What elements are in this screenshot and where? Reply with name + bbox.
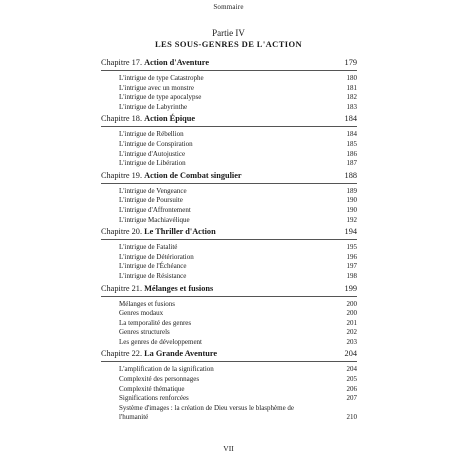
toc-entry-page-number: 210 (346, 413, 357, 422)
toc-entry-page-number: 192 (346, 215, 357, 224)
table-of-contents (101, 56, 357, 423)
toc-entry (101, 262, 357, 272)
toc-entry (101, 140, 357, 150)
chapter-page-number: 194 (344, 227, 357, 237)
toc-entry (101, 187, 357, 197)
part-label: Partie IV (212, 28, 245, 38)
toc-entry-page-number: 196 (346, 252, 357, 261)
toc-entry-page-number: 203 (346, 337, 357, 346)
toc-entry-page-number: 205 (346, 375, 357, 384)
toc-entry (101, 206, 357, 216)
toc-entry-page-number: 181 (346, 83, 357, 92)
toc-entry-label: L'intrigue d'Autojustice (119, 149, 186, 158)
chapter-number: Chapitre 21. (101, 283, 143, 293)
chapter-label (101, 227, 216, 236)
toc-entry-page-number: 200 (346, 309, 357, 318)
toc-entry-label: L'amplification de la signification (119, 365, 214, 374)
toc-entry (101, 130, 357, 140)
toc-entry (101, 216, 357, 226)
toc-entry-label: L'intrigue de Labyrinthe (119, 102, 188, 111)
toc-entry-label: L'intrigue de Vengeance (119, 186, 187, 195)
toc-entry (101, 300, 357, 310)
chapter-heading (101, 349, 357, 362)
toc-entry-page-number: 186 (346, 149, 357, 158)
chapter-number: Chapitre 17. (101, 58, 143, 67)
toc-entry (101, 394, 357, 404)
toc-entry-label: L'intrigue de type apocalypse (119, 93, 202, 102)
chapter-label (101, 114, 195, 123)
toc-entry (101, 159, 357, 169)
toc-entry-page-number: 185 (346, 139, 357, 148)
chapter-heading (101, 58, 357, 71)
toc-entry-page-number: 190 (346, 196, 357, 205)
toc-entry (101, 253, 357, 263)
toc-entry-label: L'intrigue Machiavélique (119, 215, 190, 224)
toc-entry (101, 74, 357, 84)
toc-entry-page-number: 187 (346, 159, 357, 168)
chapter-page-number: 204 (344, 349, 357, 359)
toc-entry-page-number: 207 (346, 394, 357, 403)
toc-entry-page-number: 189 (346, 186, 357, 195)
toc-entry-label: L'intrigue de Détérioration (119, 252, 194, 261)
toc-entry (101, 365, 357, 375)
chapter-title: Action Épique (144, 114, 196, 124)
toc-entry-label: L'intrigue avec un monstre (119, 83, 194, 92)
toc-entry-label: L'intrigue de Poursuite (119, 196, 183, 205)
toc-entry-page-number: 182 (346, 93, 357, 102)
toc-entry (101, 375, 357, 385)
toc-entry (101, 84, 357, 94)
chapter-page-number: 199 (344, 283, 357, 293)
toc-entry (101, 196, 357, 206)
chapter-label (101, 58, 209, 67)
toc-entry-label: Les genres de développement (119, 337, 202, 346)
toc-entry-label: L'intrigue de Rébellion (119, 130, 184, 139)
chapter-number: Chapitre 19. (101, 170, 143, 180)
toc-entry (101, 93, 357, 103)
toc-entry-page-number: 183 (346, 102, 357, 111)
toc-entry (101, 150, 357, 160)
chapter-title: Action d'Aventure (144, 58, 210, 67)
toc-entry-label: L'intrigue d'Affrontement (119, 205, 191, 214)
toc-entry-page-number: 184 (346, 130, 357, 139)
chapter-title: Action de Combat singulier (144, 170, 242, 180)
part-title: LES SOUS-GENRES DE L'ACTION (154, 39, 303, 49)
chapter-heading (101, 171, 357, 184)
toc-entry-label: Genres structurels (119, 328, 170, 337)
toc-entry (101, 243, 357, 253)
chapter-title: Le Thriller d'Action (144, 227, 216, 237)
running-head: Sommaire (213, 3, 244, 11)
toc-entry (101, 319, 357, 329)
toc-entry-page-number: 195 (346, 243, 357, 252)
toc-entry (101, 328, 357, 338)
page-number-footer: VII (223, 444, 234, 453)
toc-entry-label: L'intrigue de l'Échéance (119, 262, 187, 271)
toc-entry-label: Complexité thématique (119, 384, 185, 393)
chapter-label (101, 349, 217, 358)
toc-entry-page-number: 198 (346, 271, 357, 280)
chapter-title: Mélanges et fusions (144, 283, 214, 293)
chapter-heading (101, 284, 357, 297)
toc-entry-page-number: 200 (346, 299, 357, 308)
toc-entry-label: L'intrigue de type Catastrophe (119, 74, 204, 82)
chapter-page-number: 179 (344, 58, 357, 67)
toc-entry-page-number: 180 (346, 74, 357, 82)
toc-entry (101, 404, 357, 423)
toc-entry (101, 103, 357, 113)
toc-entry-label: Système d'images : la création de Dieu versus le blasphème de l'humanité (119, 403, 295, 422)
toc-entry-label: La temporalité des genres (119, 318, 192, 327)
chapter-page-number: 184 (344, 114, 357, 124)
toc-entry (101, 385, 357, 395)
toc-entry-label: Complexité des personnages (119, 375, 200, 384)
chapter-number: Chapitre 22. (101, 349, 143, 359)
toc-entry-label: L'intrigue de Résistance (119, 271, 187, 280)
chapter-label (101, 171, 242, 180)
chapter-number: Chapitre 20. (101, 227, 143, 237)
chapter-heading (101, 114, 357, 127)
toc-entry (101, 338, 357, 348)
toc-entry-page-number: 206 (346, 384, 357, 393)
chapter-heading (101, 227, 357, 240)
chapter-number: Chapitre 18. (101, 114, 143, 124)
toc-entry-label: Significations renforcées (119, 394, 189, 403)
toc-entry-label: Genres modaux (119, 309, 164, 318)
chapter-page-number: 188 (344, 170, 357, 180)
toc-entry-page-number: 197 (346, 262, 357, 271)
toc-entry-page-number: 201 (346, 318, 357, 327)
toc-entry (101, 272, 357, 282)
chapter-title: La Grande Aventure (144, 349, 218, 359)
toc-entry-label: L'intrigue de Libération (119, 159, 186, 168)
toc-entry-label: L'intrigue de Conspiration (119, 139, 193, 148)
toc-entry-page-number: 190 (346, 205, 357, 214)
toc-entry-page-number: 204 (346, 365, 357, 374)
toc-entry-page-number: 202 (346, 328, 357, 337)
chapter-label (101, 284, 213, 293)
toc-entry-label: Mélanges et fusions (119, 299, 175, 308)
toc-entry (101, 309, 357, 319)
toc-entry-label: L'intrigue de Fatalité (119, 243, 178, 252)
